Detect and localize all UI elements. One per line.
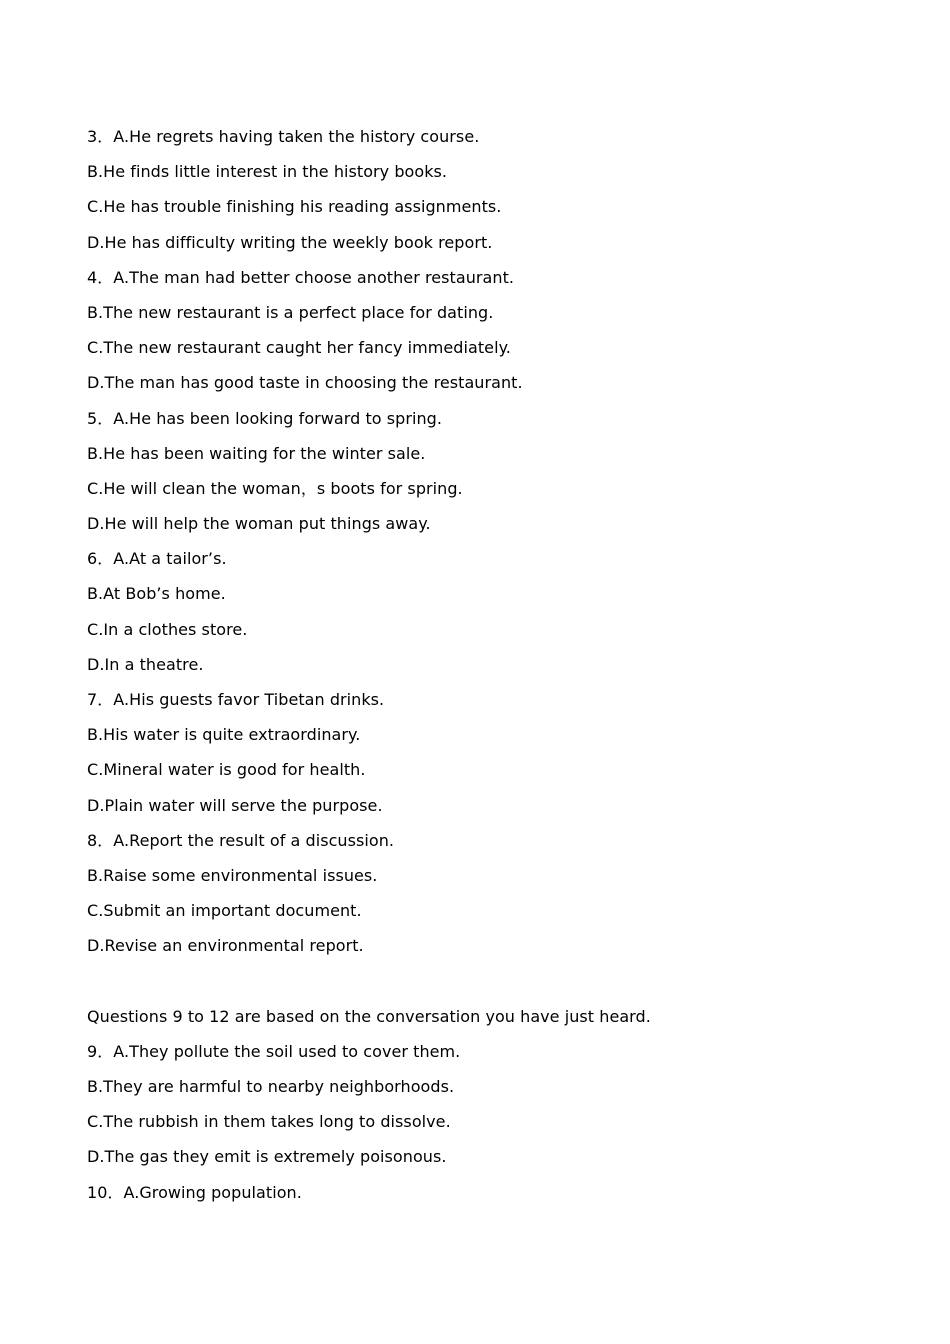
question-4-option-d: D.The man has good taste in choosing the restaurant. — [87, 373, 523, 393]
question-6-option-c: C.In a clothes store. — [87, 619, 248, 639]
question-4-option-c: C.The new restaurant caught her fancy immediately. — [87, 338, 511, 358]
question-4-option-b: B.The new restaurant is a perfect place for dating. — [87, 302, 494, 322]
blank-line — [87, 968, 887, 1003]
question-6-option-a: 6．A.At a tailor’s. — [87, 549, 227, 569]
question-7-option-c: C.Mineral water is good for health. — [87, 760, 366, 780]
question-9-option-d: D.The gas they emit is extremely poisonous. — [87, 1147, 447, 1167]
question-3-option-a: 3．A.He regrets having taken the history course. — [87, 127, 480, 146]
question-7-option-d: D.Plain water will serve the purpose. — [87, 795, 383, 815]
question-9-option-c: C.The rubbish in them takes long to dissolve. — [87, 1112, 451, 1132]
question-3-option-c: C.He has trouble finishing his reading assignments. — [87, 197, 502, 217]
question-8-option-c: C.Submit an important document. — [87, 901, 362, 921]
question-8-option-d: D.Revise an environmental report. — [87, 936, 364, 956]
question-5-option-c: C.He will clean the woman，s boots for spring. — [87, 478, 463, 498]
question-7-option-a: 7．A.His guests favor Tibetan drinks. — [87, 690, 385, 709]
question-8-option-a: 8．A.Report the result of a discussion. — [87, 830, 395, 850]
question-10-option-a: 10．A.Growing population. — [87, 1182, 302, 1202]
question-7-option-b: B.His water is quite extraordinary. — [87, 725, 361, 745]
question-9-option-a: 9．A.They pollute the soil used to cover them. — [87, 1041, 461, 1061]
document-content — [87, 123, 887, 1214]
question-8-option-b: B.Raise some environmental issues. — [87, 865, 378, 885]
question-5-option-a: 5．A.He has been looking forward to spring. — [87, 408, 443, 428]
question-9-option-b: B.They are harmful to nearby neighborhoods. — [87, 1077, 455, 1097]
question-4-option-a: 4．A.The man had better choose another restaurant. — [87, 267, 515, 287]
question-6-option-d: D.In a theatre. — [87, 654, 204, 674]
section-instruction: Questions 9 to 12 are based on the conversation you have just heard. — [87, 1006, 651, 1026]
question-5-option-b: B.He has been waiting for the winter sale. — [87, 443, 426, 463]
question-5-option-d: D.He will help the woman put things away. — [87, 514, 431, 534]
question-3-option-b: B.He finds little interest in the history books. — [87, 162, 448, 182]
question-3-option-d: D.He has difficulty writing the weekly book report. — [87, 232, 493, 252]
question-6-option-b: B.At Bob’s home. — [87, 584, 226, 604]
